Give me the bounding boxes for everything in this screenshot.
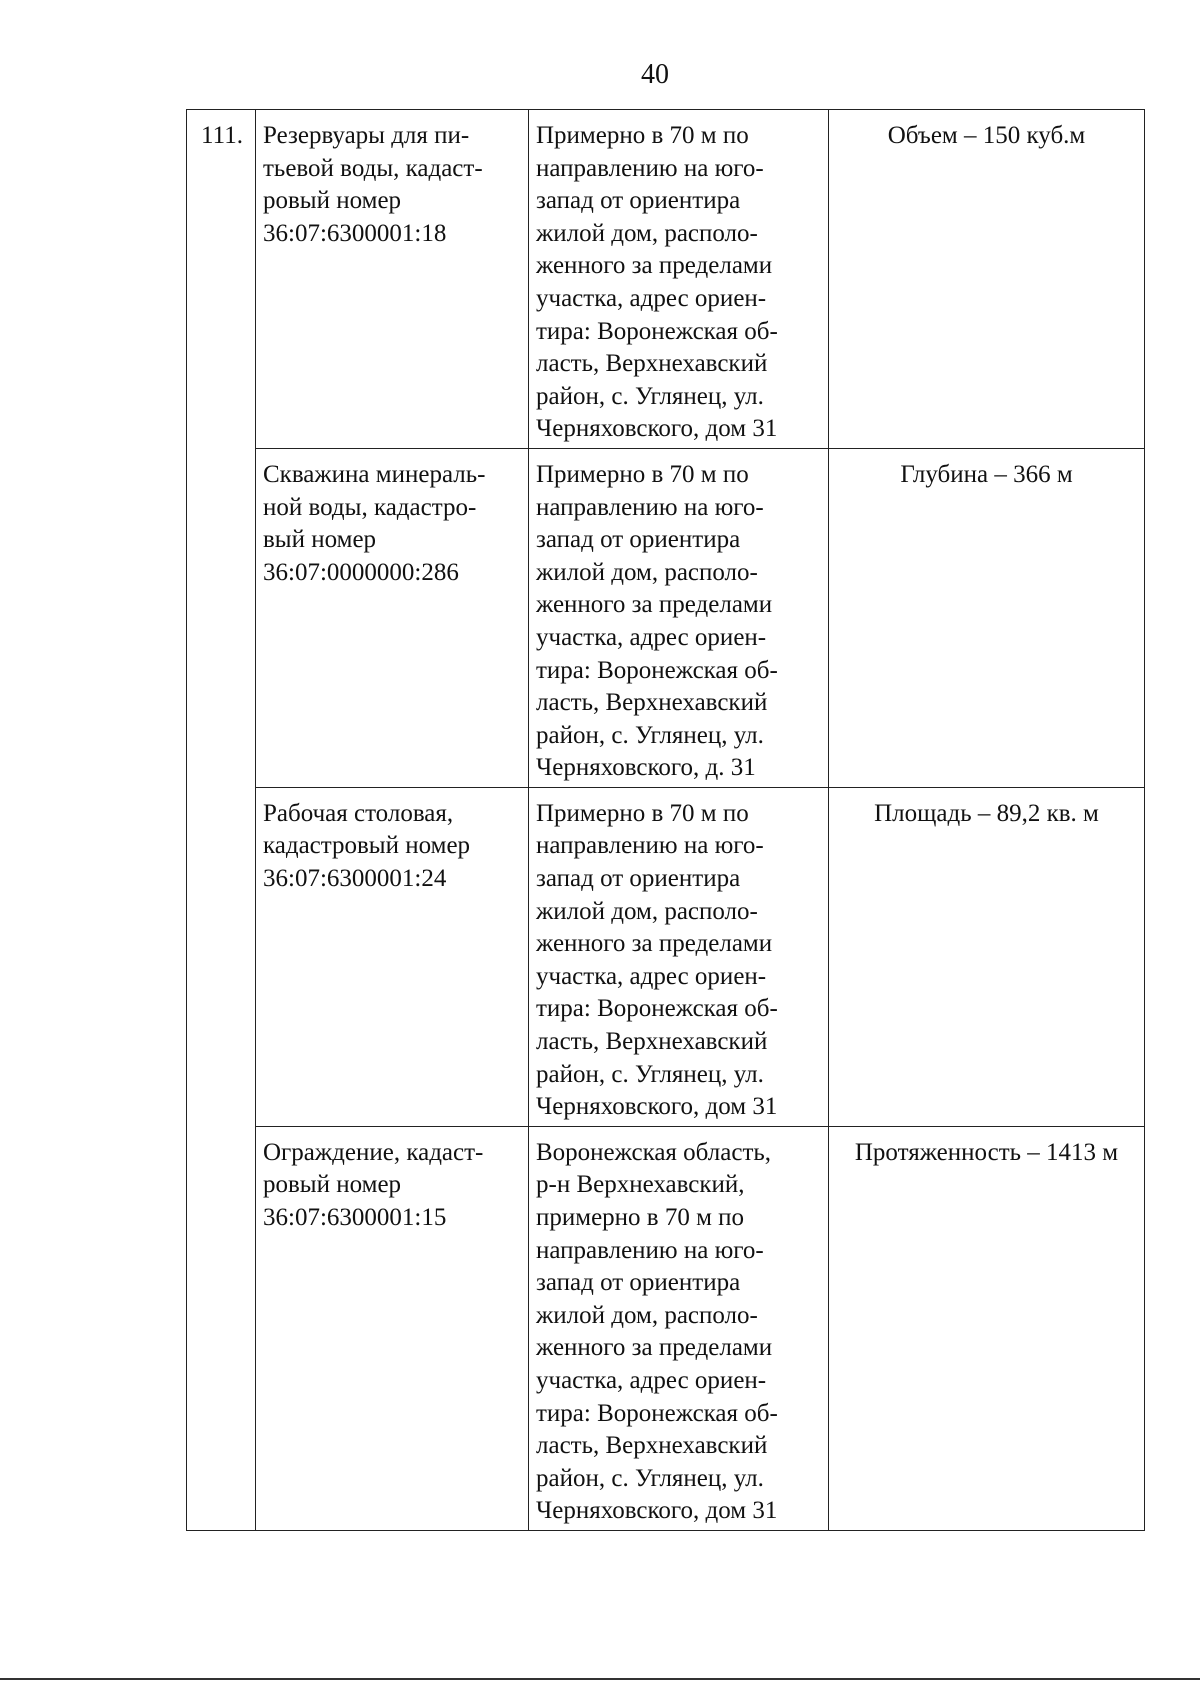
object-location: Примерно в 70 м по направлению на юго- запад от ориентира жилой дом, располо- женного за пределами участка, адрес ориен- тира: Воронежская об- ласть, Верхнехавский район, с. Углянец, ул. Черняховского, дом 31 [529,110,829,449]
object-name: Ограждение, кадаст- ровый номер 36:07:6300001:15 [256,1126,529,1530]
object-characteristic: Глубина – 366 м [829,448,1145,787]
row-number: 111. [187,110,256,1531]
object-name: Скважина минераль- ной воды, кадастро- вый номер 36:07:0000000:286 [256,448,529,787]
object-location: Примерно в 70 м по направлению на юго- запад от ориентира жилой дом, располо- женного за пределами участка, адрес ориен- тира: Воронежская об- ласть, Верхнехавский район, с. Углянец, ул. Черняховского, д. 31 [529,448,829,787]
property-table [186,109,1145,1531]
page-number: 40 [641,59,669,90]
table-row [187,787,1145,1126]
object-location: Воронежская область, р-н Верхнехавский, примерно в 70 м по направлению на юго- запад от ориентира жилой дом, располо- женного за пределами участка, адрес ориен- тира: Воронежская об- ласть, Верхнехавский район, с. Углянец, ул. Черняховского, дом 31 [529,1126,829,1530]
object-location: Примерно в 70 м по направлению на юго- запад от ориентира жилой дом, располо- женного за пределами участка, адрес ориен- тира: Воронежская об- ласть, Верхнехавский район, с. Углянец, ул. Черняховского, дом 31 [529,787,829,1126]
table-row [187,448,1145,787]
object-characteristic: Объем – 150 куб.м [829,110,1145,449]
object-name: Рабочая столовая, кадастровый номер 36:07:6300001:24 [256,787,529,1126]
table-row [187,1126,1145,1530]
object-name: Резервуары для пи- тьевой воды, кадаст- ровый номер 36:07:6300001:18 [256,110,529,449]
object-characteristic: Протяженность – 1413 м [829,1126,1145,1530]
table-row [187,110,1145,449]
object-characteristic: Площадь – 89,2 кв. м [829,787,1145,1126]
page-bottom-rule [0,1678,1200,1680]
